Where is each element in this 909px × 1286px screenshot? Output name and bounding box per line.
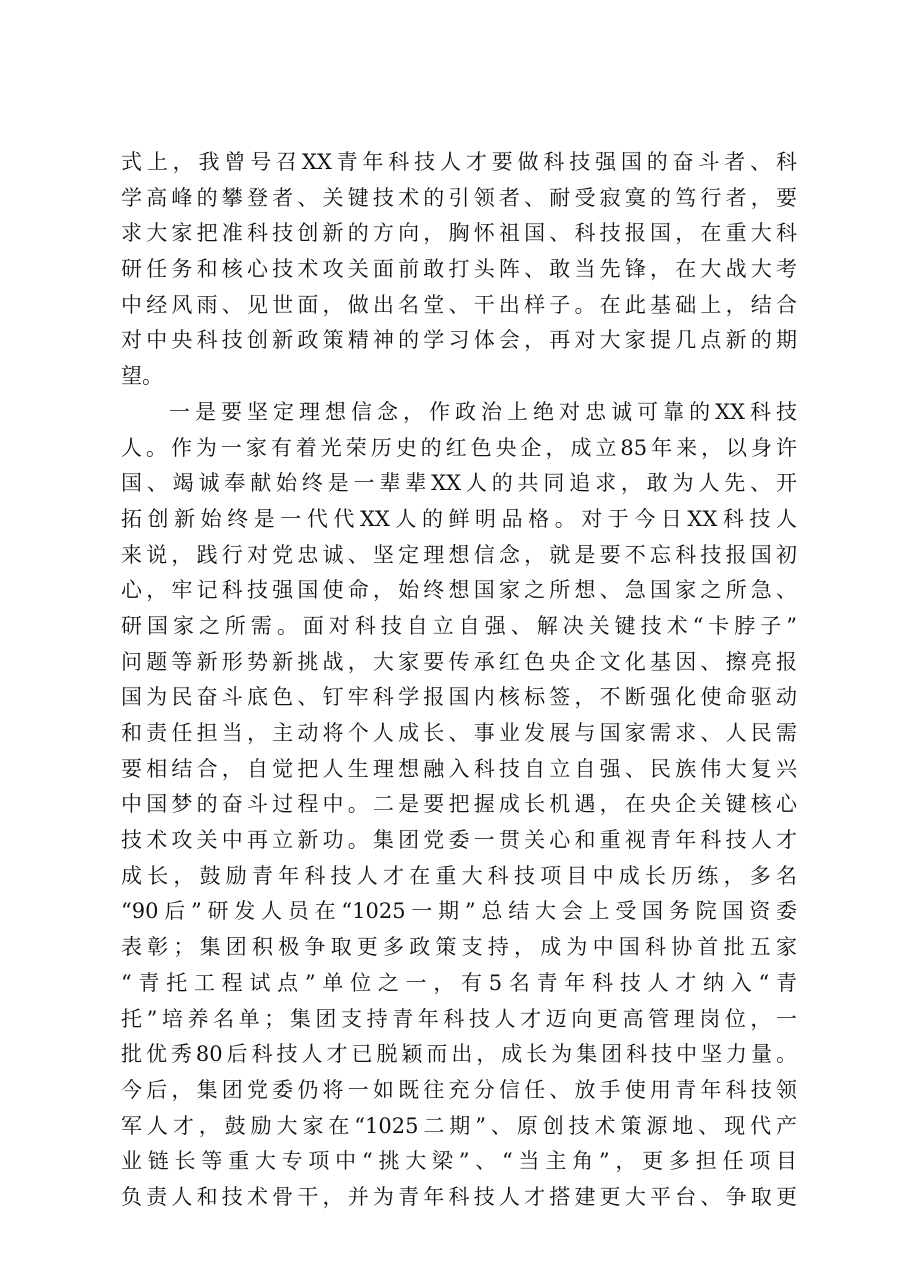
text-line: 中经风雨、见世面，做出名堂、干出样子。在此基础上，结合 [121,292,797,317]
text-line: 成长，鼓励青年科技人才在重大科技项目中成长历练，多名 [121,863,797,888]
text-line: 求大家把准科技创新的方向，胸怀祖国、科技报国，在重大科 [121,221,797,246]
body-text [121,145,797,1216]
text-line: 心，牢记科技强国使命，始终想国家之所想、急国家之所急、 [121,578,797,603]
text-line: 人。作为一家有着光荣历史的红色央企，成立85年来，以身许 [121,435,797,460]
text-line: 拓创新始终是一代代XX人的鲜明品格。对于今日XX科技人 [121,506,797,531]
text-line: 业链长等重大专项中“挑大梁”、“当主角”，更多担任项目 [121,1149,797,1174]
text-line: 今后，集团党委仍将一如既往充分信任、放手使用青年科技领 [121,1077,797,1102]
text-line: 和责任担当，主动将个人成长、事业发展与国家需求、人民需 [121,721,797,745]
text-line: “青托工程试点”单位之一，有5名青年科技人才纳入“青 [121,970,797,995]
text-line: 来说，践行对党忠诚、坚定理想信念，就是要不忘科技报国初 [121,542,797,567]
text-line: 一是要坚定理想信念，作政治上绝对忠诚可靠的XX科技 [169,399,797,424]
text-line: “90后”研发人员在“1025一期”总结大会上受国务院国资委 [121,899,797,924]
text-line: 望。 [121,364,163,389]
text-line: 负责人和技术骨干，并为青年科技人才搭建更大平台、争取更 [121,1184,797,1209]
text-line: 式上，我曾号召XX青年科技人才要做科技强国的奋斗者、科 [121,150,797,174]
text-line: 军人才，鼓励大家在“1025二期”、原创技术策源地、现代产 [121,1113,797,1138]
text-line: 国、竭诚奉献始终是一辈辈XX人的共同追求，敢为人先、开 [121,471,797,496]
text-line: 表彰；集团积极争取更多政策支持，成为中国科协首批五家 [121,935,797,960]
text-line: 托”培养名单；集团支持青年科技人才迈向更高管理岗位，一 [121,1006,797,1031]
text-line: 学高峰的攀登者、关键技术的引领者、耐受寂寞的笃行者，要 [121,185,797,210]
text-line: 中国梦的奋斗过程中。二是要把握成长机遇，在央企关键核心 [121,792,797,817]
text-line: 批优秀80后科技人才已脱颖而出，成长为集团科技中坚力量。 [121,1042,797,1067]
text-line: 对中央科技创新政策精神的学习体会，再对大家提几点新的期 [121,328,797,353]
text-line: 研国家之所需。面对科技自立自强、解决关键技术“卡脖子” [121,613,797,638]
text-line: 要相结合，自觉把人生理想融入科技自立自强、民族伟大复兴 [121,756,797,781]
text-line: 技术攻关中再立新功。集团党委一贯关心和重视青年科技人才 [121,828,797,853]
text-line: 研任务和核心技术攻关面前敢打头阵、敢当先锋，在大战大考 [121,257,797,282]
text-line: 国为民奋斗底色、钉牢科学报国内核标签，不断强化使命驱动 [121,685,797,710]
text-line: 问题等新形势新挑战，大家要传承红色央企文化基因、擦亮报 [121,649,797,674]
